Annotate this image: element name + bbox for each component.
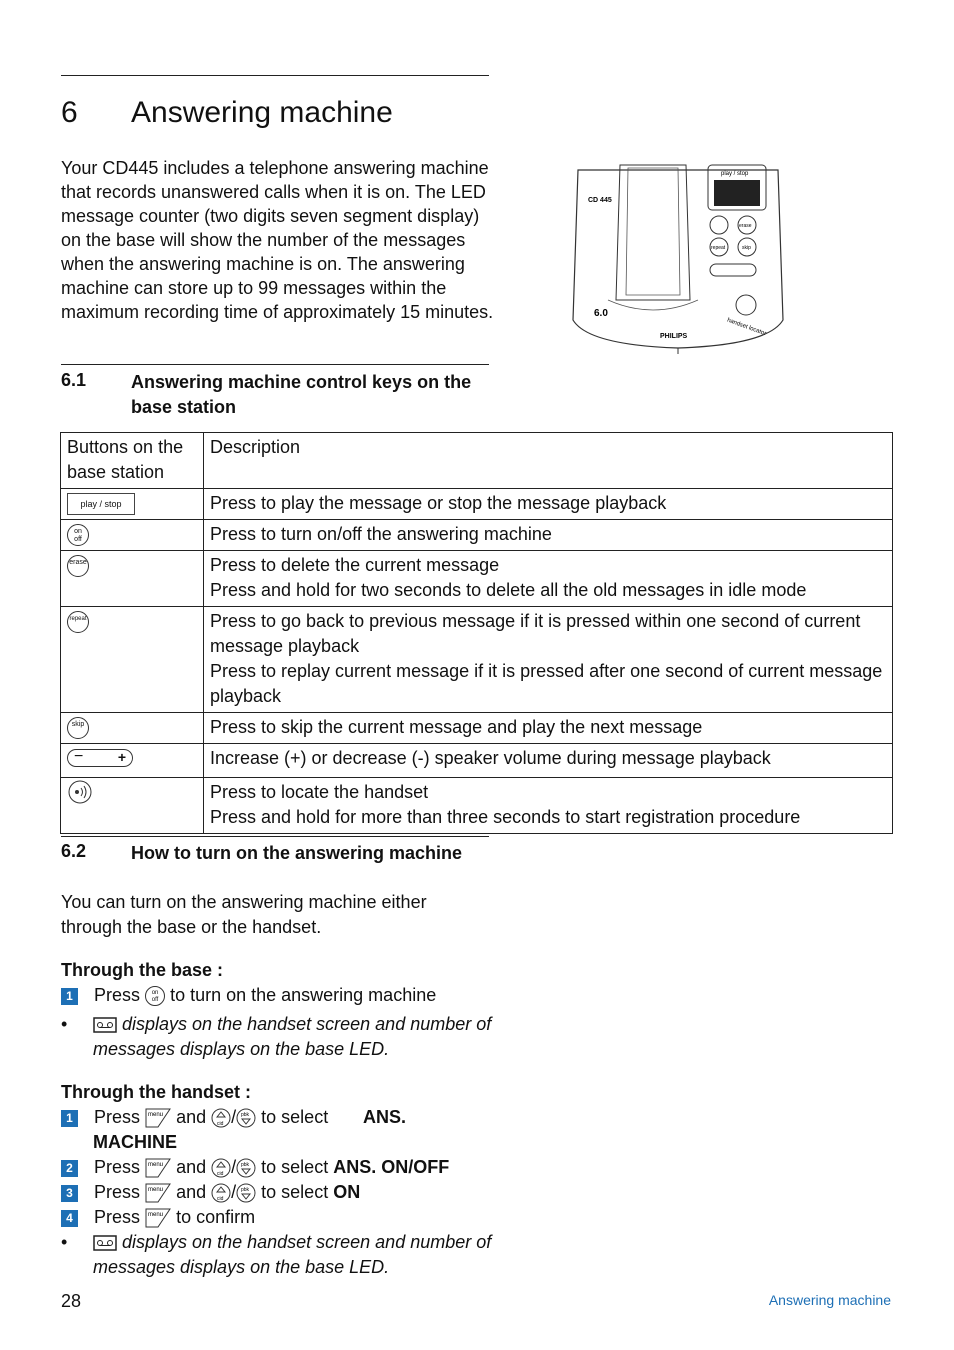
row-description: Press to skip the current message and play the next message [204,713,893,744]
section1-rule [61,364,489,365]
svg-text:cid: cid [217,1171,224,1178]
section2-rule [61,836,489,837]
chapter-title: Answering machine [131,96,393,129]
table-row [61,744,893,778]
menu-key-icon [145,1183,171,1203]
illustration-brand: PHILIPS [660,333,688,340]
handset-step-3-target: ON [333,1182,361,1202]
svg-text:pbk: pbk [241,1187,250,1194]
illustration-play-label: play / stop [721,171,749,177]
answering-machine-icon [93,1235,117,1251]
svg-text:menu: menu [148,1162,164,1169]
base-step-1: 1 Press on off to turn on the answering machine [61,983,436,1008]
on-off-key-icon: on off [67,524,89,546]
table-row [61,551,893,607]
nav-down-pbk-icon [236,1158,256,1178]
base-bullet: displays on the handset screen and number of messages displays on the base LED. [93,1014,492,1059]
base-bullet-marker: • [61,1014,68,1034]
repeat-key-icon: repeat [67,611,89,633]
chapter-number: 6 [61,96,78,129]
nav-up-cid-icon [211,1183,231,1203]
step-number: 1 [61,1110,78,1127]
through-handset-heading: Through the handset : [61,1082,251,1102]
section2-intro: You can turn on the answering machine either through the base or the handset. [61,892,427,937]
row-description: Press to play the message or stop the message playback [204,489,893,520]
intro-paragraph: Your CD445 includes a telephone answering machine that records unanswered calls when it is on. The LED message counter (two digits seven segment display) on the base will show the number of the messages when the answering machine is on. The answering machine can store up to 99 messages within the maximum recording time of approximately 15 minutes. [61,158,494,322]
row-description: Increase (+) or decrease (-) speaker volume during message playback [204,744,893,778]
erase-key-icon: erase [67,555,89,577]
step-number: 2 [61,1160,78,1177]
table-row [61,778,893,834]
svg-text:menu: menu [148,1212,164,1219]
page-number: 28 [61,1291,82,1311]
section1-number: 6.1 [61,370,87,390]
illustration-locator-label: handset locator [726,317,767,338]
handset-bullet-marker: • [61,1232,68,1252]
step-number: 3 [61,1185,78,1202]
on-off-key-icon: on off [145,986,165,1006]
step-number: 1 [61,988,78,1005]
section2-number: 6.2 [61,841,87,861]
svg-text:pbk: pbk [241,1162,250,1169]
svg-text:menu: menu [148,1112,164,1119]
through-base-heading: Through the base : [61,960,223,980]
handset-step-2: 2 Press menu and cid / pbk to select ANS. ON/OFF [61,1155,449,1180]
illustration-skip-label: skip [742,245,751,251]
handset-step-1: 1 Press menu and cid / pbk to select [61,1105,328,1130]
play-stop-key-icon: play / stop [67,493,135,515]
illustration-erase-label: erase [739,223,752,229]
locator-key-icon [67,780,93,804]
section2-title: How to turn on the answering machine [131,843,463,863]
svg-text:cid: cid [217,1121,224,1128]
handset-bullet: displays on the handset screen and number of messages displays on the base LED. [93,1232,492,1277]
base-station-illustration [568,160,788,355]
handset-step-2-target: ANS. ON/OFF [333,1157,450,1177]
table-row [61,607,893,713]
row-description: Press to go back to previous message if it is pressed within one second of current message playback Press to replay current message if it is pressed after one second of current message playback [204,607,893,713]
header-description: Description [204,433,893,489]
row-description: Press to turn on/off the answering machine [204,520,893,551]
illustration-model-label: CD 445 [588,197,612,204]
section1-title: Answering machine control keys on the base station [131,372,472,417]
footer-section: Answering machine [768,1292,891,1308]
handset-step-4: 4 Press menu to confirm [61,1205,255,1230]
nav-down-pbk-icon [236,1183,256,1203]
illustration-repeat-label: repeat [711,245,726,251]
illustration-badge: 6.0 [594,308,608,319]
handset-step-3: 3 Press menu and cid / pbk to select ON [61,1180,360,1205]
control-keys-table [60,432,893,834]
step-number: 4 [61,1210,78,1227]
row-description: Press to locate the handset Press and hold for more than three seconds to start registration procedure [204,778,893,834]
volume-key-icon: − + [67,749,133,767]
table-row [61,713,893,744]
handset-step-1-target: ANS. MACHINE [93,1107,407,1152]
menu-key-icon [145,1208,171,1228]
top-rule [61,75,489,76]
svg-text:pbk: pbk [241,1112,250,1119]
nav-up-cid-icon [211,1158,231,1178]
table-row [61,489,893,520]
answering-machine-icon [93,1017,117,1033]
table-row [61,520,893,551]
table-header-row [61,433,893,489]
skip-key-icon: skip [67,717,89,739]
menu-key-icon [145,1158,171,1178]
header-buttons: Buttons on the base station [61,433,204,489]
svg-text:menu: menu [148,1187,164,1194]
row-description: Press to delete the current message Press and hold for two seconds to delete all the old messages in idle mode [204,551,893,607]
svg-text:cid: cid [217,1196,224,1203]
